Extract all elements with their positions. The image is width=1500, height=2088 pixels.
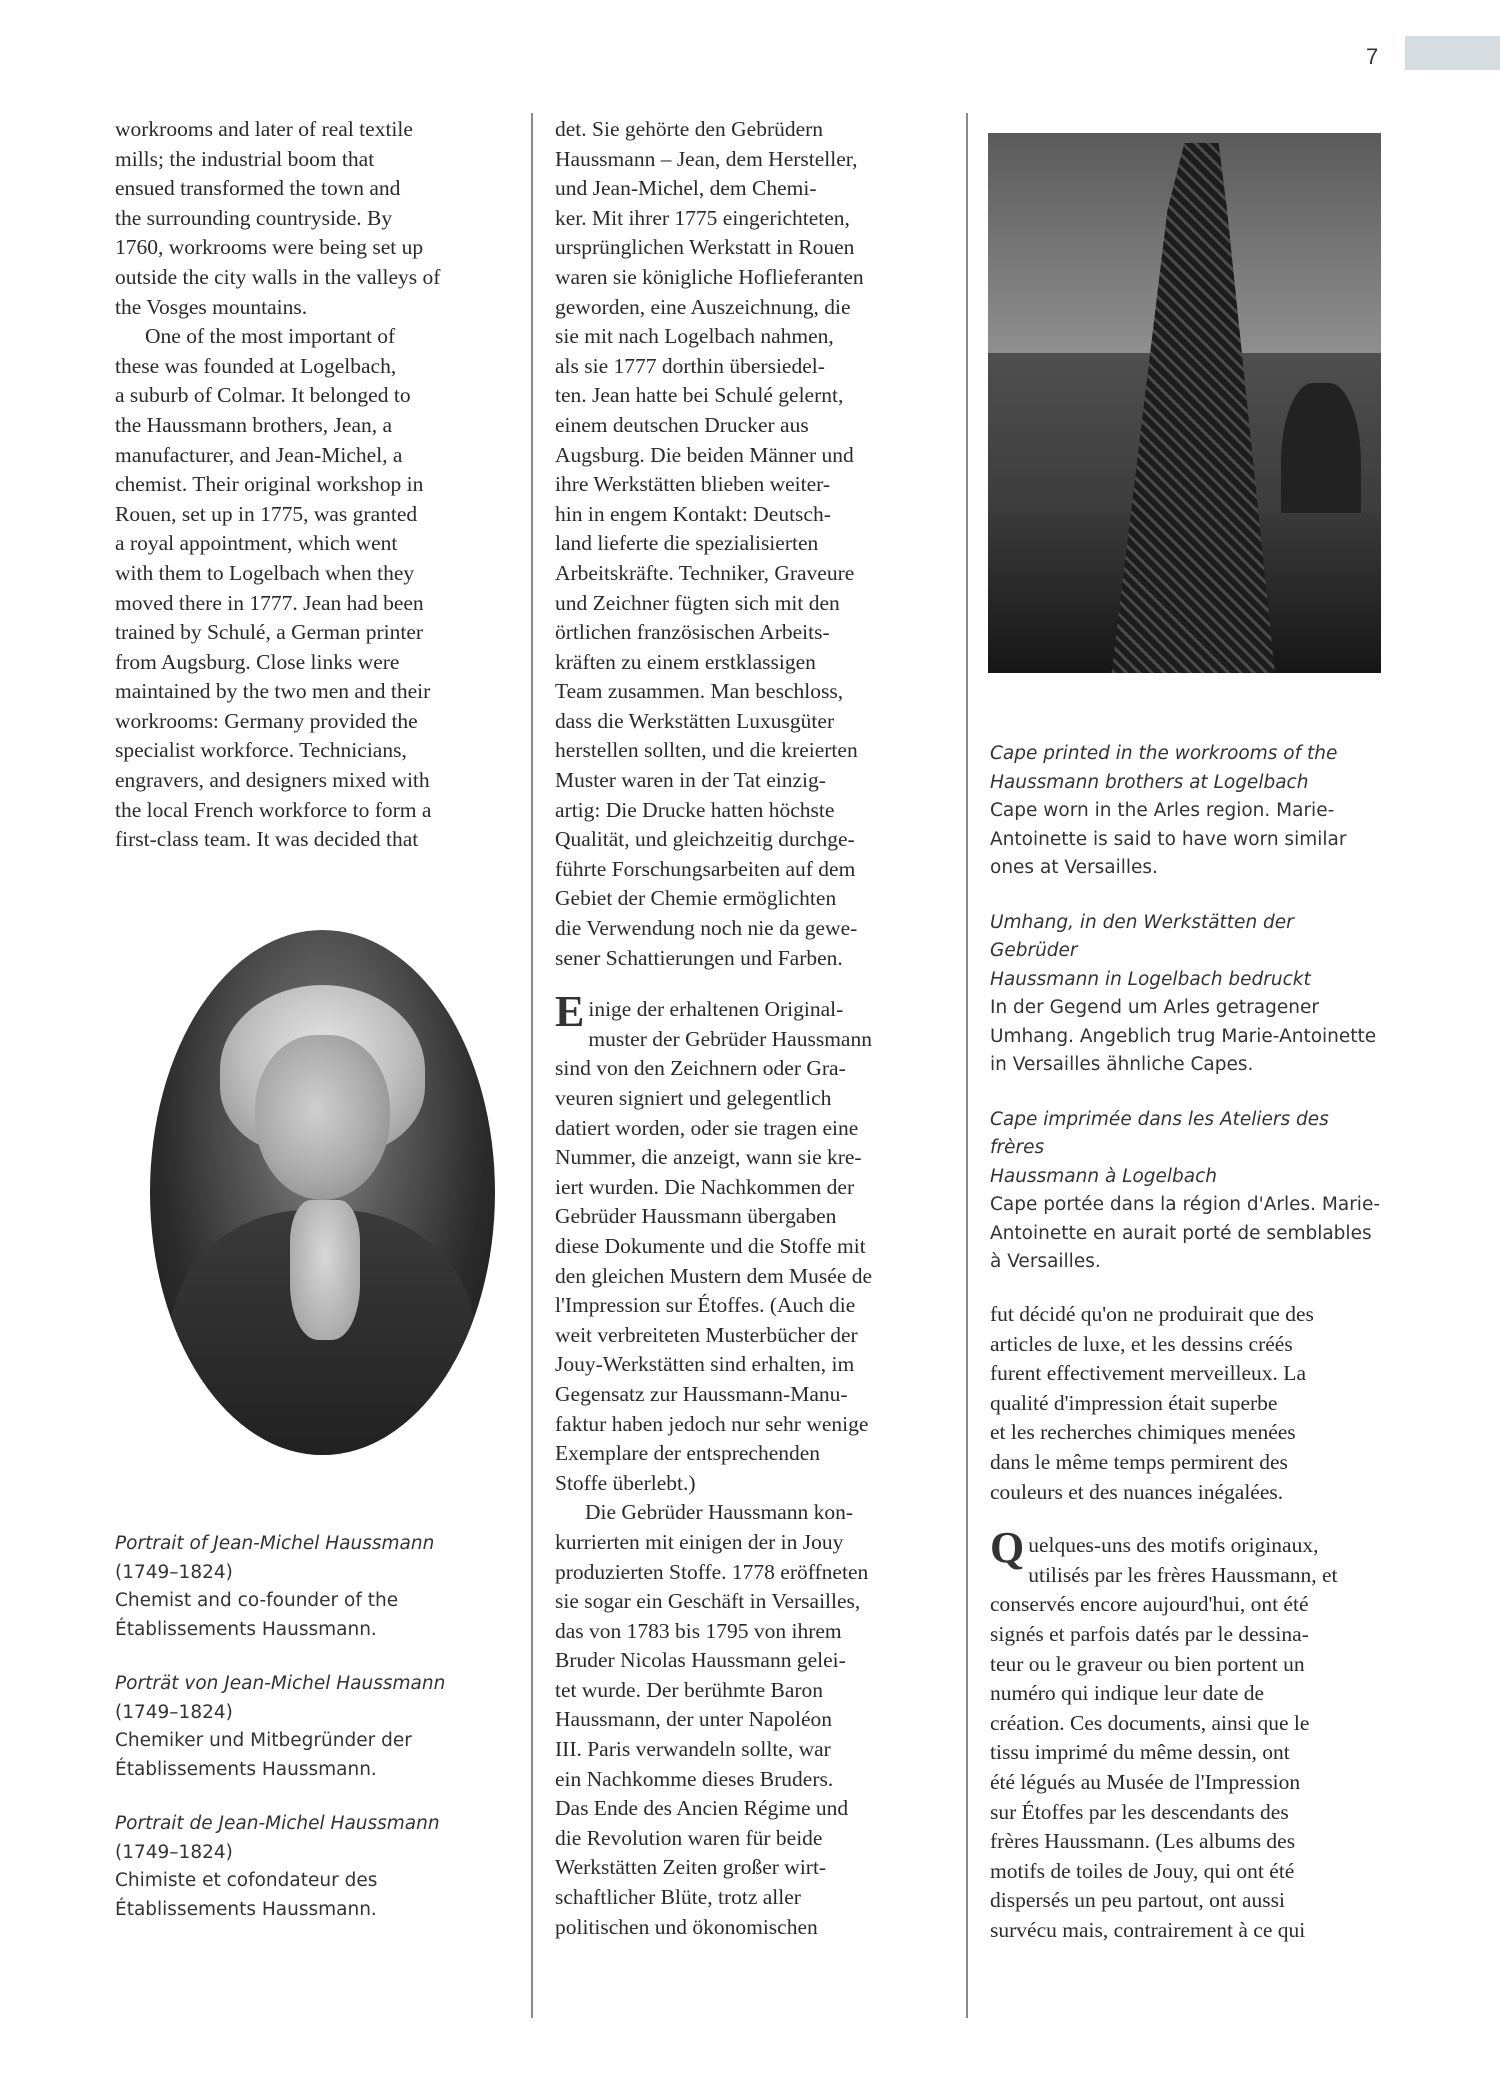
text-line: herstellen sollten, und die kreierten — [555, 738, 858, 763]
column-rule-right — [966, 113, 968, 2018]
text-line: Arbeitskräfte. Techniker, Graveure — [555, 560, 855, 585]
text-line: sie sogar ein Geschäft in Versailles, — [555, 1589, 861, 1614]
text-line: with them to Logelbach when they — [115, 560, 415, 585]
text-line: dans le même temps permirent des — [990, 1449, 1288, 1474]
text-line: a royal appointment, which went — [115, 531, 398, 556]
text-line: first-class team. It was decided that — [115, 827, 419, 852]
caption-text: Établissements Haussmann. — [115, 1758, 377, 1780]
caption-title: Haussmann brothers at Logelbach — [990, 771, 1309, 793]
french-text-column — [990, 1300, 1380, 1945]
column-rule-left — [531, 113, 533, 2018]
text-line: tet wurde. Der berühmte Baron — [555, 1677, 824, 1702]
text-line: Jouy-Werkstätten sind erhalten, im — [555, 1352, 855, 1377]
caption-english — [115, 1530, 475, 1644]
text-line: teur ou le graveur ou bien portent un — [990, 1651, 1305, 1676]
text-line: Das Ende des Ancien Régime und — [555, 1796, 849, 1821]
text-line: dass die Werkstätten Luxusgüter — [555, 708, 835, 733]
caption-title: Portrait de Jean-Michel Haussmann — [115, 1813, 440, 1834]
text-line: Muster waren in der Tat einzig- — [555, 768, 826, 793]
caption-title: Cape imprimée dans les Ateliers des frères — [990, 1108, 1329, 1158]
text-line: workrooms: Germany provided the — [115, 708, 418, 733]
text-line: die Revolution waren für beide — [555, 1825, 823, 1850]
cape-photograph — [988, 133, 1381, 673]
text-line: weit verbreiteten Musterbücher der — [555, 1322, 858, 1347]
text-span: uelques-uns des motifs originaux, — [1028, 1533, 1319, 1558]
caption-text: Cape worn in the Arles region. Marie- — [990, 800, 1335, 821]
german-paragraph-2 — [555, 987, 940, 1498]
text-line: veuren signiert und gelegentlich — [555, 1086, 832, 1110]
drop-cap: E — [555, 987, 585, 1037]
text-line: Gebiet der Chemie ermöglichten — [555, 886, 837, 911]
text-line: kurrierten mit einigen der in Jouy — [555, 1529, 844, 1554]
caption-french — [115, 1810, 475, 1924]
english-paragraph-2 — [115, 322, 495, 855]
text-line: hin in engem Kontakt: Deutsch- — [555, 501, 831, 526]
text-line — [990, 1523, 1380, 1573]
portrait-caption — [115, 1530, 475, 1924]
portrait-image — [150, 930, 495, 1455]
text-line: geworden, eine Auszeichnung, die — [555, 294, 851, 319]
german-paragraph-3 — [555, 1498, 940, 1942]
english-text-column — [115, 115, 495, 855]
text-line: sie mit nach Logelbach nahmen, — [555, 324, 834, 349]
text-line: ein Nachkomme dieses Bruders. — [555, 1766, 834, 1791]
caption-german — [990, 909, 1380, 1080]
german-paragraph-1 — [555, 115, 940, 973]
text-line: from Augsburg. Close links were — [115, 649, 400, 674]
text-line: Werkstätten Zeiten großer wirt- — [555, 1855, 827, 1880]
text-line: conservés encore aujourd'hui, ont été — [990, 1592, 1309, 1617]
text-line: einem deutschen Drucker aus — [555, 412, 809, 437]
portrait-cravat — [290, 1200, 360, 1340]
text-line: survécu mais, contrairement à ce qui — [990, 1917, 1306, 1942]
text-line: utilisés par les frères Haussmann, et — [1028, 1562, 1338, 1587]
text-line: die Verwendung noch nie da gewe- — [555, 916, 858, 941]
text-line: furent effectivement merveilleux. La — [990, 1361, 1306, 1386]
text-line: waren sie königliche Hoflieferanten — [555, 264, 864, 289]
caption-title: Cape printed in the workrooms of the — [990, 743, 1338, 764]
text-line: chemist. Their original workshop in — [115, 472, 424, 497]
german-text-column — [555, 115, 940, 1942]
text-line: Nummer, die anzeigt, wann sie kre- — [555, 1145, 862, 1170]
page-corner-tab — [1405, 36, 1500, 70]
text-line: führte Forschungsarbeiten auf dem — [555, 856, 856, 881]
caption-english — [990, 740, 1380, 883]
text-line: maintained by the two men and their — [115, 679, 431, 704]
text-line: sener Schattierungen und Farben. — [555, 945, 843, 970]
text-line: the Vosges mountains. — [115, 294, 308, 319]
text-line: dispersés un peu partout, ont aussi — [990, 1888, 1285, 1913]
text-line: manufacturer, and Jean-Michel, a — [115, 442, 403, 467]
text-line — [555, 987, 940, 1037]
text-line: l'Impression sur Étoffes. (Auch die — [555, 1293, 856, 1318]
text-line: Qualität, und gleichzeitig durchge- — [555, 827, 855, 852]
text-line: Bruder Nicolas Haussmann gelei- — [555, 1648, 846, 1673]
text-line: tissu imprimé du même dessin, ont — [990, 1740, 1290, 1765]
text-line: a suburb of Colmar. It belonged to — [115, 383, 411, 408]
text-line: ten. Jean hatte bei Schulé gelernt, — [555, 383, 844, 408]
caption-dates: (1749–1824) — [115, 1701, 233, 1723]
caption-text: Antoinette is said to have worn similar — [990, 828, 1347, 850]
cape-caption — [990, 740, 1380, 1277]
text-line: été légués au Musée de l'Impression — [990, 1769, 1301, 1794]
page-number: 7 — [1366, 44, 1379, 69]
text-line: outside the city walls in the valleys of — [115, 264, 441, 289]
text-line: numéro qui indique leur date de — [990, 1681, 1265, 1706]
portrait-face — [255, 1035, 390, 1200]
text-line: den gleichen Mustern dem Musée de — [555, 1263, 873, 1288]
caption-title: Haussmann à Logelbach — [990, 1165, 1218, 1187]
text-line: datiert worden, oder sie tragen eine — [555, 1115, 859, 1140]
text-line: örtlichen französischen Arbeits- — [555, 620, 830, 645]
text-line: als sie 1777 dorthin übersiedel- — [555, 353, 825, 378]
text-line: land lieferte die spezialisierten — [555, 531, 819, 556]
caption-dates: (1749–1824) — [115, 1841, 233, 1863]
caption-french — [990, 1106, 1380, 1277]
text-span: inige der erhaltenen Original- — [588, 997, 844, 1022]
text-line: engravers, and designers mixed with — [115, 768, 430, 793]
text-line: faktur haben jedoch nur sehr wenige — [555, 1411, 869, 1436]
text-line: Die Gebrüder Haussmann kon- — [585, 1500, 854, 1525]
text-line: 1760, workrooms were being set up — [115, 235, 424, 260]
text-line: frères Haussmann. (Les albums des — [990, 1829, 1296, 1854]
caption-text: in Versailles ähnliche Capes. — [990, 1054, 1254, 1075]
caption-text: In der Gegend um Arles getragener — [990, 997, 1319, 1018]
text-line: the local French workforce to form a — [115, 797, 432, 822]
text-line: Gegensatz zur Haussmann-Manu- — [555, 1381, 848, 1406]
text-line: signés et parfois datés par le dessina- — [990, 1621, 1309, 1646]
text-line: ensued transformed the town and — [115, 176, 401, 201]
text-line: the Haussmann brothers, Jean, a — [115, 412, 393, 437]
text-line: und Jean-Michel, dem Chemi- — [555, 176, 817, 201]
caption-text: Cape portée dans la région d'Arles. Marie- — [990, 1194, 1381, 1215]
text-line: III. Paris verwandeln sollte, war — [555, 1737, 831, 1762]
text-line: schaftlicher Blüte, trotz aller — [555, 1885, 801, 1910]
text-line: kräften zu einem erstklassigen — [555, 649, 816, 674]
caption-text: à Versailles. — [990, 1251, 1101, 1272]
text-line: articles de luxe, et les dessins créés — [990, 1331, 1293, 1356]
text-line: ursprünglichen Werkstatt in Rouen — [555, 235, 855, 260]
caption-text: ones at Versailles. — [990, 857, 1158, 878]
french-paragraph-2 — [990, 1523, 1380, 1945]
text-line: Exemplare der entsprechenden — [555, 1441, 821, 1466]
text-line: Gebrüder Haussmann übergaben — [555, 1204, 837, 1229]
caption-text: Établissements Haussmann. — [115, 1618, 377, 1640]
text-line: das von 1783 bis 1795 von ihrem — [555, 1618, 842, 1643]
text-line: Stoffe überlebt.) — [555, 1470, 696, 1495]
text-line: fut décidé qu'on ne produirait que des — [990, 1302, 1314, 1326]
caption-text: Antoinette en aurait porté de semblables — [990, 1222, 1372, 1244]
text-line: und Zeichner fügten sich mit den — [555, 590, 840, 615]
caption-title: Porträt von Jean-Michel Haussmann — [115, 1673, 446, 1694]
text-line: diese Dokumente und die Stoffe mit — [555, 1233, 866, 1258]
caption-text: Établissements Haussmann. — [115, 1898, 377, 1920]
french-paragraph-1 — [990, 1300, 1380, 1507]
text-line: workrooms and later of real textile — [115, 117, 413, 141]
text-line: Augsburg. Die beiden Männer und — [555, 442, 854, 467]
caption-title: Portrait of Jean-Michel Haussmann — [115, 1533, 435, 1554]
text-line: création. Ces documents, ainsi que le — [990, 1710, 1310, 1735]
text-line: mills; the industrial boom that — [115, 146, 375, 171]
text-line: Team zusammen. Man beschloss, — [555, 679, 844, 704]
text-line: det. Sie gehörte den Gebrüdern — [555, 117, 824, 141]
caption-text: Chimiste et cofondateur des — [115, 1870, 378, 1891]
caption-german — [115, 1670, 475, 1784]
text-line: ihre Werkstätten blieben weiter- — [555, 472, 831, 497]
text-line: et les recherches chimiques menées — [990, 1420, 1296, 1445]
text-line: politischen und ökonomischen — [555, 1914, 818, 1939]
caption-text: Chemist and co-founder of the — [115, 1590, 399, 1611]
text-line: muster der Gebrüder Haussmann — [588, 1026, 872, 1051]
text-line: ker. Mit ihrer 1775 eingerichteten, — [555, 205, 850, 230]
caption-dates: (1749–1824) — [115, 1561, 233, 1583]
text-line: couleurs et des nuances inégalées. — [990, 1479, 1284, 1504]
caption-title: Umhang, in den Werkstätten der Gebrüder — [990, 911, 1294, 961]
english-paragraph-1 — [115, 115, 495, 322]
text-line: the surrounding countryside. By — [115, 205, 393, 230]
text-line: motifs de toiles de Jouy, qui ont été — [990, 1858, 1295, 1883]
text-line: moved there in 1777. Jean had been — [115, 590, 424, 615]
caption-title: Haussmann in Logelbach bedruckt — [990, 968, 1311, 990]
text-line: qualité d'impression était superbe — [990, 1390, 1278, 1415]
caption-text: Umhang. Angeblich trug Marie-Antoinette — [990, 1025, 1377, 1047]
text-line: trained by Schulé, a German printer — [115, 620, 424, 645]
text-line: Haussmann, der unter Napoléon — [555, 1707, 833, 1732]
text-line: these was founded at Logelbach, — [115, 353, 397, 378]
text-line: produzierten Stoffe. 1778 eröffneten — [555, 1559, 869, 1584]
caption-text: Chemiker und Mitbegründer der — [115, 1730, 412, 1751]
text-line: sur Étoffes par les descendants des — [990, 1799, 1289, 1824]
text-line: Haussmann – Jean, dem Hersteller, — [555, 146, 858, 171]
text-line: sind von den Zeichnern oder Gra- — [555, 1056, 846, 1081]
text-line: iert wurden. Die Nachkommen der — [555, 1174, 855, 1199]
text-line: One of the most important of — [145, 324, 396, 349]
text-line: Rouen, set up in 1775, was granted — [115, 501, 418, 526]
text-line: artig: Die Drucke hatten höchste — [555, 797, 835, 822]
drop-cap: Q — [990, 1523, 1025, 1573]
text-line: specialist workforce. Technicians, — [115, 738, 407, 763]
